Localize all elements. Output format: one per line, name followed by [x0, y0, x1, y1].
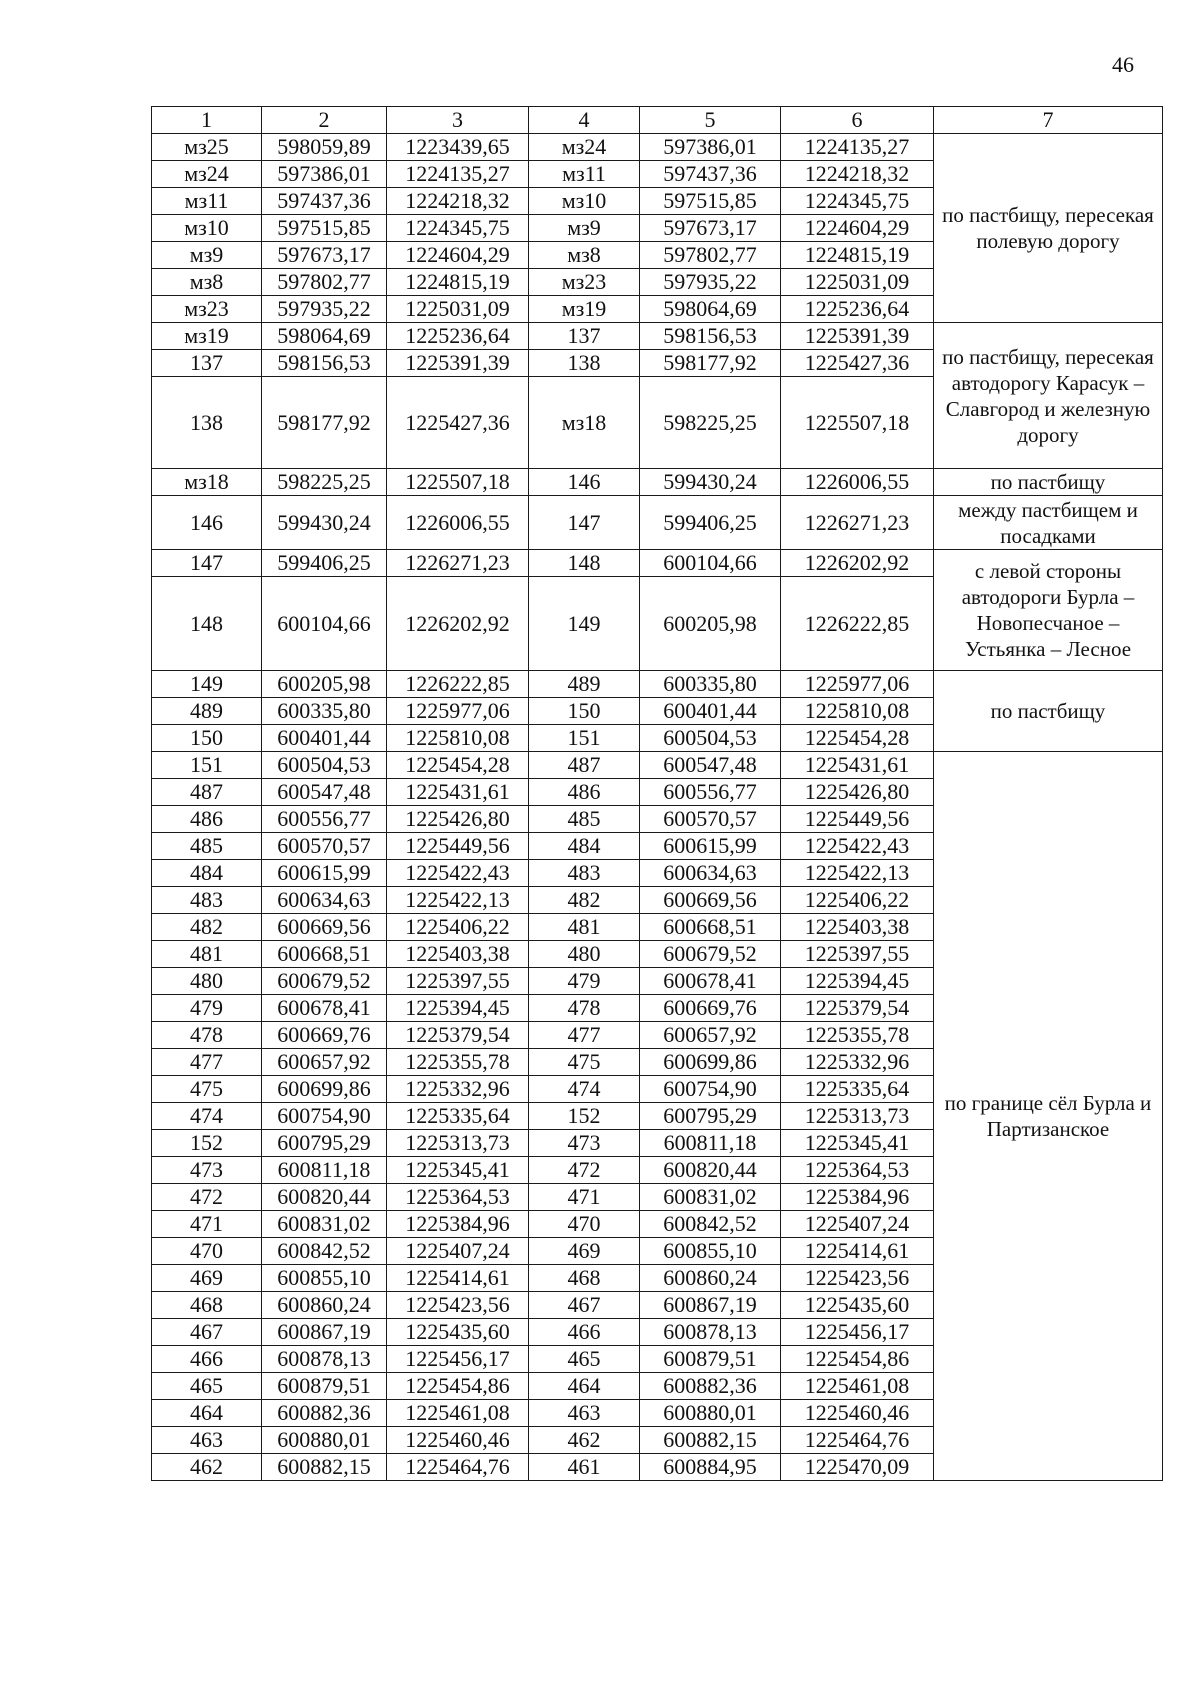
to-y-cell: 1225406,22 — [781, 887, 934, 914]
from-x-cell: 599430,24 — [262, 496, 387, 550]
to-point-cell: 470 — [529, 1211, 640, 1238]
to-point-cell: 485 — [529, 806, 640, 833]
column-header: 2 — [262, 107, 387, 134]
from-x-cell: 600669,56 — [262, 914, 387, 941]
from-point-cell: 465 — [152, 1373, 262, 1400]
from-point-cell: 479 — [152, 995, 262, 1022]
to-point-cell: 463 — [529, 1400, 640, 1427]
to-x-cell: 600669,56 — [640, 887, 781, 914]
from-point-cell: мз23 — [152, 296, 262, 323]
from-x-cell: 600842,52 — [262, 1238, 387, 1265]
from-x-cell: 600820,44 — [262, 1184, 387, 1211]
to-x-cell: 597935,22 — [640, 269, 781, 296]
to-x-cell: 600205,98 — [640, 577, 781, 671]
from-point-cell: 146 — [152, 496, 262, 550]
from-y-cell: 1225384,96 — [387, 1211, 529, 1238]
from-point-cell: 489 — [152, 698, 262, 725]
from-y-cell: 1225422,43 — [387, 860, 529, 887]
from-y-cell: 1224815,19 — [387, 269, 529, 296]
to-point-cell: 471 — [529, 1184, 640, 1211]
column-header: 6 — [781, 107, 934, 134]
to-y-cell: 1225507,18 — [781, 377, 934, 469]
to-point-cell: мз9 — [529, 215, 640, 242]
to-y-cell: 1225384,96 — [781, 1184, 934, 1211]
from-point-cell: 486 — [152, 806, 262, 833]
from-y-cell: 1225236,64 — [387, 323, 529, 350]
to-point-cell: 489 — [529, 671, 640, 698]
from-x-cell: 597802,77 — [262, 269, 387, 296]
from-y-cell: 1225355,78 — [387, 1049, 529, 1076]
to-x-cell: 600401,44 — [640, 698, 781, 725]
from-y-cell: 1224218,32 — [387, 188, 529, 215]
from-point-cell: 484 — [152, 860, 262, 887]
to-x-cell: 597802,77 — [640, 242, 781, 269]
to-y-cell: 1225810,08 — [781, 698, 934, 725]
to-x-cell: 600547,48 — [640, 752, 781, 779]
from-x-cell: 600795,29 — [262, 1130, 387, 1157]
from-point-cell: 478 — [152, 1022, 262, 1049]
boundary-description-cell: по пастбищу, пересекая полевую дорогу — [934, 134, 1163, 323]
from-point-cell: 472 — [152, 1184, 262, 1211]
boundary-description-cell: по пастбищу — [934, 469, 1163, 496]
from-y-cell: 1225313,73 — [387, 1130, 529, 1157]
from-x-cell: 600657,92 — [262, 1049, 387, 1076]
from-y-cell: 1225426,80 — [387, 806, 529, 833]
to-point-cell: 478 — [529, 995, 640, 1022]
to-x-cell: 598225,25 — [640, 377, 781, 469]
from-x-cell: 598225,25 — [262, 469, 387, 496]
from-y-cell: 1225406,22 — [387, 914, 529, 941]
from-x-cell: 600860,24 — [262, 1292, 387, 1319]
from-x-cell: 600634,63 — [262, 887, 387, 914]
from-y-cell: 1225460,46 — [387, 1427, 529, 1454]
to-y-cell: 1226271,23 — [781, 496, 934, 550]
to-point-cell: 482 — [529, 887, 640, 914]
to-y-cell: 1225355,78 — [781, 1022, 934, 1049]
to-x-cell: 599430,24 — [640, 469, 781, 496]
to-y-cell: 1225464,76 — [781, 1427, 934, 1454]
to-point-cell: 151 — [529, 725, 640, 752]
to-x-cell: 600669,76 — [640, 995, 781, 1022]
from-point-cell: 147 — [152, 550, 262, 577]
to-y-cell: 1225454,28 — [781, 725, 934, 752]
from-x-cell: 597386,01 — [262, 161, 387, 188]
to-x-cell: 600699,86 — [640, 1049, 781, 1076]
from-x-cell: 599406,25 — [262, 550, 387, 577]
to-point-cell: 468 — [529, 1265, 640, 1292]
to-y-cell: 1225379,54 — [781, 995, 934, 1022]
from-x-cell: 600335,80 — [262, 698, 387, 725]
from-x-cell: 600880,01 — [262, 1427, 387, 1454]
from-y-cell: 1225464,76 — [387, 1454, 529, 1481]
from-x-cell: 600879,51 — [262, 1373, 387, 1400]
from-y-cell: 1225391,39 — [387, 350, 529, 377]
to-point-cell: 150 — [529, 698, 640, 725]
to-x-cell: 600880,01 — [640, 1400, 781, 1427]
from-y-cell: 1225335,64 — [387, 1103, 529, 1130]
to-y-cell: 1225364,53 — [781, 1157, 934, 1184]
from-x-cell: 600882,36 — [262, 1400, 387, 1427]
to-x-cell: 600615,99 — [640, 833, 781, 860]
to-x-cell: 598156,53 — [640, 323, 781, 350]
to-point-cell: 480 — [529, 941, 640, 968]
to-y-cell: 1225977,06 — [781, 671, 934, 698]
to-point-cell: мз19 — [529, 296, 640, 323]
to-y-cell: 1225460,46 — [781, 1400, 934, 1427]
to-x-cell: 600795,29 — [640, 1103, 781, 1130]
to-x-cell: 600668,51 — [640, 914, 781, 941]
from-y-cell: 1226271,23 — [387, 550, 529, 577]
coordinates-table — [151, 106, 1163, 1481]
from-x-cell: 597515,85 — [262, 215, 387, 242]
from-x-cell: 597437,36 — [262, 188, 387, 215]
from-x-cell: 600679,52 — [262, 968, 387, 995]
to-point-cell: 479 — [529, 968, 640, 995]
to-x-cell: 600657,92 — [640, 1022, 781, 1049]
to-x-cell: 600679,52 — [640, 941, 781, 968]
from-point-cell: 152 — [152, 1130, 262, 1157]
to-point-cell: 484 — [529, 833, 640, 860]
to-point-cell: мз10 — [529, 188, 640, 215]
to-point-cell: 475 — [529, 1049, 640, 1076]
to-x-cell: 600811,18 — [640, 1130, 781, 1157]
to-y-cell: 1225461,08 — [781, 1373, 934, 1400]
from-x-cell: 600669,76 — [262, 1022, 387, 1049]
to-point-cell: мз11 — [529, 161, 640, 188]
to-point-cell: 465 — [529, 1346, 640, 1373]
table-row — [152, 323, 1163, 350]
to-x-cell: 598064,69 — [640, 296, 781, 323]
from-x-cell: 600668,51 — [262, 941, 387, 968]
boundary-description-cell: по границе сёл Бурла и Партизанское — [934, 752, 1163, 1481]
to-y-cell: 1225391,39 — [781, 323, 934, 350]
from-y-cell: 1225810,08 — [387, 725, 529, 752]
to-x-cell: 600860,24 — [640, 1265, 781, 1292]
from-y-cell: 1225977,06 — [387, 698, 529, 725]
from-y-cell: 1225431,61 — [387, 779, 529, 806]
from-x-cell: 598156,53 — [262, 350, 387, 377]
to-point-cell: 461 — [529, 1454, 640, 1481]
from-y-cell: 1225031,09 — [387, 296, 529, 323]
from-point-cell: мз24 — [152, 161, 262, 188]
from-point-cell: 474 — [152, 1103, 262, 1130]
to-x-cell: 600335,80 — [640, 671, 781, 698]
column-header: 3 — [387, 107, 529, 134]
from-x-cell: 597935,22 — [262, 296, 387, 323]
from-x-cell: 600104,66 — [262, 577, 387, 671]
to-y-cell: 1225332,96 — [781, 1049, 934, 1076]
from-y-cell: 1225397,55 — [387, 968, 529, 995]
from-y-cell: 1225423,56 — [387, 1292, 529, 1319]
to-y-cell: 1225345,41 — [781, 1130, 934, 1157]
from-x-cell: 600504,53 — [262, 752, 387, 779]
boundary-description-cell: между пастбищем и посадками — [934, 496, 1163, 550]
to-x-cell: 600678,41 — [640, 968, 781, 995]
from-y-cell: 1225394,45 — [387, 995, 529, 1022]
table-row — [152, 469, 1163, 496]
to-x-cell: 600831,02 — [640, 1184, 781, 1211]
to-y-cell: 1225470,09 — [781, 1454, 934, 1481]
from-point-cell: мз25 — [152, 134, 262, 161]
from-x-cell: 600615,99 — [262, 860, 387, 887]
to-x-cell: 600884,95 — [640, 1454, 781, 1481]
to-y-cell: 1225454,86 — [781, 1346, 934, 1373]
table-row — [152, 496, 1163, 550]
from-y-cell: 1223439,65 — [387, 134, 529, 161]
to-x-cell: 600855,10 — [640, 1238, 781, 1265]
to-y-cell: 1225426,80 — [781, 779, 934, 806]
to-x-cell: 600878,13 — [640, 1319, 781, 1346]
from-point-cell: 151 — [152, 752, 262, 779]
from-x-cell: 598177,92 — [262, 377, 387, 469]
from-x-cell: 598064,69 — [262, 323, 387, 350]
header-row — [152, 107, 1163, 134]
to-y-cell: 1225435,60 — [781, 1292, 934, 1319]
to-point-cell: 487 — [529, 752, 640, 779]
to-y-cell: 1225414,61 — [781, 1238, 934, 1265]
from-point-cell: 473 — [152, 1157, 262, 1184]
from-x-cell: 600754,90 — [262, 1103, 387, 1130]
to-point-cell: 486 — [529, 779, 640, 806]
to-point-cell: 483 — [529, 860, 640, 887]
to-point-cell: 462 — [529, 1427, 640, 1454]
to-point-cell: 472 — [529, 1157, 640, 1184]
from-y-cell: 1225456,17 — [387, 1346, 529, 1373]
to-y-cell: 1224135,27 — [781, 134, 934, 161]
from-point-cell: 468 — [152, 1292, 262, 1319]
from-x-cell: 597673,17 — [262, 242, 387, 269]
from-point-cell: мз18 — [152, 469, 262, 496]
from-x-cell: 600855,10 — [262, 1265, 387, 1292]
to-point-cell: 481 — [529, 914, 640, 941]
to-y-cell: 1225403,38 — [781, 914, 934, 941]
to-x-cell: 600882,15 — [640, 1427, 781, 1454]
to-point-cell: 467 — [529, 1292, 640, 1319]
to-y-cell: 1225423,56 — [781, 1265, 934, 1292]
boundary-description-cell: по пастбищу — [934, 671, 1163, 752]
to-x-cell: 598177,92 — [640, 350, 781, 377]
from-point-cell: мз10 — [152, 215, 262, 242]
to-point-cell: 469 — [529, 1238, 640, 1265]
to-x-cell: 599406,25 — [640, 496, 781, 550]
boundary-description-cell: по пастбищу, пересекая автодорогу Карасук – Славгород и железную дорогу — [934, 323, 1163, 469]
to-y-cell: 1224604,29 — [781, 215, 934, 242]
from-point-cell: 480 — [152, 968, 262, 995]
from-x-cell: 600699,86 — [262, 1076, 387, 1103]
to-x-cell: 600754,90 — [640, 1076, 781, 1103]
to-point-cell: 477 — [529, 1022, 640, 1049]
from-x-cell: 600678,41 — [262, 995, 387, 1022]
from-x-cell: 600547,48 — [262, 779, 387, 806]
to-y-cell: 1225031,09 — [781, 269, 934, 296]
column-header: 1 — [152, 107, 262, 134]
from-y-cell: 1224135,27 — [387, 161, 529, 188]
from-x-cell: 600831,02 — [262, 1211, 387, 1238]
from-point-cell: 471 — [152, 1211, 262, 1238]
from-y-cell: 1225435,60 — [387, 1319, 529, 1346]
to-point-cell: мз8 — [529, 242, 640, 269]
from-point-cell: 485 — [152, 833, 262, 860]
from-x-cell: 600878,13 — [262, 1346, 387, 1373]
from-point-cell: 463 — [152, 1427, 262, 1454]
to-x-cell: 600842,52 — [640, 1211, 781, 1238]
to-x-cell: 597515,85 — [640, 188, 781, 215]
table-row — [152, 550, 1163, 577]
from-y-cell: 1225364,53 — [387, 1184, 529, 1211]
to-y-cell: 1225313,73 — [781, 1103, 934, 1130]
boundary-description-cell: с левой стороны автодороги Бурла – Новопесчаное – Устьянка – Лесное — [934, 550, 1163, 671]
from-y-cell: 1226202,92 — [387, 577, 529, 671]
from-y-cell: 1225407,24 — [387, 1238, 529, 1265]
from-point-cell: мз19 — [152, 323, 262, 350]
from-point-cell: 466 — [152, 1346, 262, 1373]
to-x-cell: 600570,57 — [640, 806, 781, 833]
from-y-cell: 1225454,86 — [387, 1373, 529, 1400]
column-header: 7 — [934, 107, 1163, 134]
page-number: 46 — [1112, 52, 1134, 77]
from-y-cell: 1226006,55 — [387, 496, 529, 550]
to-point-cell: мз18 — [529, 377, 640, 469]
from-point-cell: мз9 — [152, 242, 262, 269]
from-point-cell: 462 — [152, 1454, 262, 1481]
from-x-cell: 600401,44 — [262, 725, 387, 752]
from-point-cell: 469 — [152, 1265, 262, 1292]
to-x-cell: 600879,51 — [640, 1346, 781, 1373]
from-y-cell: 1225507,18 — [387, 469, 529, 496]
from-point-cell: мз11 — [152, 188, 262, 215]
to-x-cell: 600104,66 — [640, 550, 781, 577]
to-y-cell: 1226222,85 — [781, 577, 934, 671]
to-point-cell: 473 — [529, 1130, 640, 1157]
to-point-cell: 466 — [529, 1319, 640, 1346]
column-header: 4 — [529, 107, 640, 134]
from-y-cell: 1225403,38 — [387, 941, 529, 968]
to-y-cell: 1225422,13 — [781, 860, 934, 887]
from-y-cell: 1225379,54 — [387, 1022, 529, 1049]
to-x-cell: 600634,63 — [640, 860, 781, 887]
from-point-cell: 149 — [152, 671, 262, 698]
from-x-cell: 600570,57 — [262, 833, 387, 860]
from-point-cell: 138 — [152, 377, 262, 469]
from-point-cell: 483 — [152, 887, 262, 914]
to-point-cell: 152 — [529, 1103, 640, 1130]
to-y-cell: 1225394,45 — [781, 968, 934, 995]
to-y-cell: 1225236,64 — [781, 296, 934, 323]
from-point-cell: 470 — [152, 1238, 262, 1265]
from-y-cell: 1225332,96 — [387, 1076, 529, 1103]
from-point-cell: 487 — [152, 779, 262, 806]
to-x-cell: 600820,44 — [640, 1157, 781, 1184]
from-x-cell: 598059,89 — [262, 134, 387, 161]
from-y-cell: 1225449,56 — [387, 833, 529, 860]
from-point-cell: 475 — [152, 1076, 262, 1103]
to-x-cell: 600882,36 — [640, 1373, 781, 1400]
to-y-cell: 1226006,55 — [781, 469, 934, 496]
to-point-cell: мз24 — [529, 134, 640, 161]
to-x-cell: 600867,19 — [640, 1292, 781, 1319]
to-x-cell: 597673,17 — [640, 215, 781, 242]
to-y-cell: 1225431,61 — [781, 752, 934, 779]
from-point-cell: 137 — [152, 350, 262, 377]
to-point-cell: 138 — [529, 350, 640, 377]
from-x-cell: 600205,98 — [262, 671, 387, 698]
to-y-cell: 1224815,19 — [781, 242, 934, 269]
to-point-cell: 148 — [529, 550, 640, 577]
to-point-cell: 137 — [529, 323, 640, 350]
from-point-cell: 481 — [152, 941, 262, 968]
to-point-cell: 464 — [529, 1373, 640, 1400]
from-y-cell: 1225461,08 — [387, 1400, 529, 1427]
from-y-cell: 1225414,61 — [387, 1265, 529, 1292]
table-row — [152, 134, 1163, 161]
to-point-cell: мз23 — [529, 269, 640, 296]
to-y-cell: 1225422,43 — [781, 833, 934, 860]
to-y-cell: 1224345,75 — [781, 188, 934, 215]
to-y-cell: 1225397,55 — [781, 941, 934, 968]
from-x-cell: 600811,18 — [262, 1157, 387, 1184]
from-y-cell: 1224345,75 — [387, 215, 529, 242]
to-point-cell: 147 — [529, 496, 640, 550]
to-x-cell: 600504,53 — [640, 725, 781, 752]
from-point-cell: 467 — [152, 1319, 262, 1346]
to-x-cell: 597386,01 — [640, 134, 781, 161]
to-y-cell: 1225427,36 — [781, 350, 934, 377]
from-y-cell: 1225427,36 — [387, 377, 529, 469]
from-y-cell: 1226222,85 — [387, 671, 529, 698]
from-point-cell: 150 — [152, 725, 262, 752]
table-row — [152, 671, 1163, 698]
from-y-cell: 1224604,29 — [387, 242, 529, 269]
from-x-cell: 600867,19 — [262, 1319, 387, 1346]
to-point-cell: 474 — [529, 1076, 640, 1103]
from-point-cell: мз8 — [152, 269, 262, 296]
to-x-cell: 597437,36 — [640, 161, 781, 188]
to-x-cell: 600556,77 — [640, 779, 781, 806]
from-y-cell: 1225422,13 — [387, 887, 529, 914]
to-y-cell: 1225335,64 — [781, 1076, 934, 1103]
from-point-cell: 148 — [152, 577, 262, 671]
to-point-cell: 149 — [529, 577, 640, 671]
to-point-cell: 146 — [529, 469, 640, 496]
from-point-cell: 482 — [152, 914, 262, 941]
to-y-cell: 1225449,56 — [781, 806, 934, 833]
from-point-cell: 477 — [152, 1049, 262, 1076]
from-y-cell: 1225345,41 — [387, 1157, 529, 1184]
table-row — [152, 752, 1163, 779]
to-y-cell: 1224218,32 — [781, 161, 934, 188]
from-x-cell: 600882,15 — [262, 1454, 387, 1481]
to-y-cell: 1226202,92 — [781, 550, 934, 577]
from-x-cell: 600556,77 — [262, 806, 387, 833]
to-y-cell: 1225456,17 — [781, 1319, 934, 1346]
from-y-cell: 1225454,28 — [387, 752, 529, 779]
from-point-cell: 464 — [152, 1400, 262, 1427]
to-y-cell: 1225407,24 — [781, 1211, 934, 1238]
column-header: 5 — [640, 107, 781, 134]
